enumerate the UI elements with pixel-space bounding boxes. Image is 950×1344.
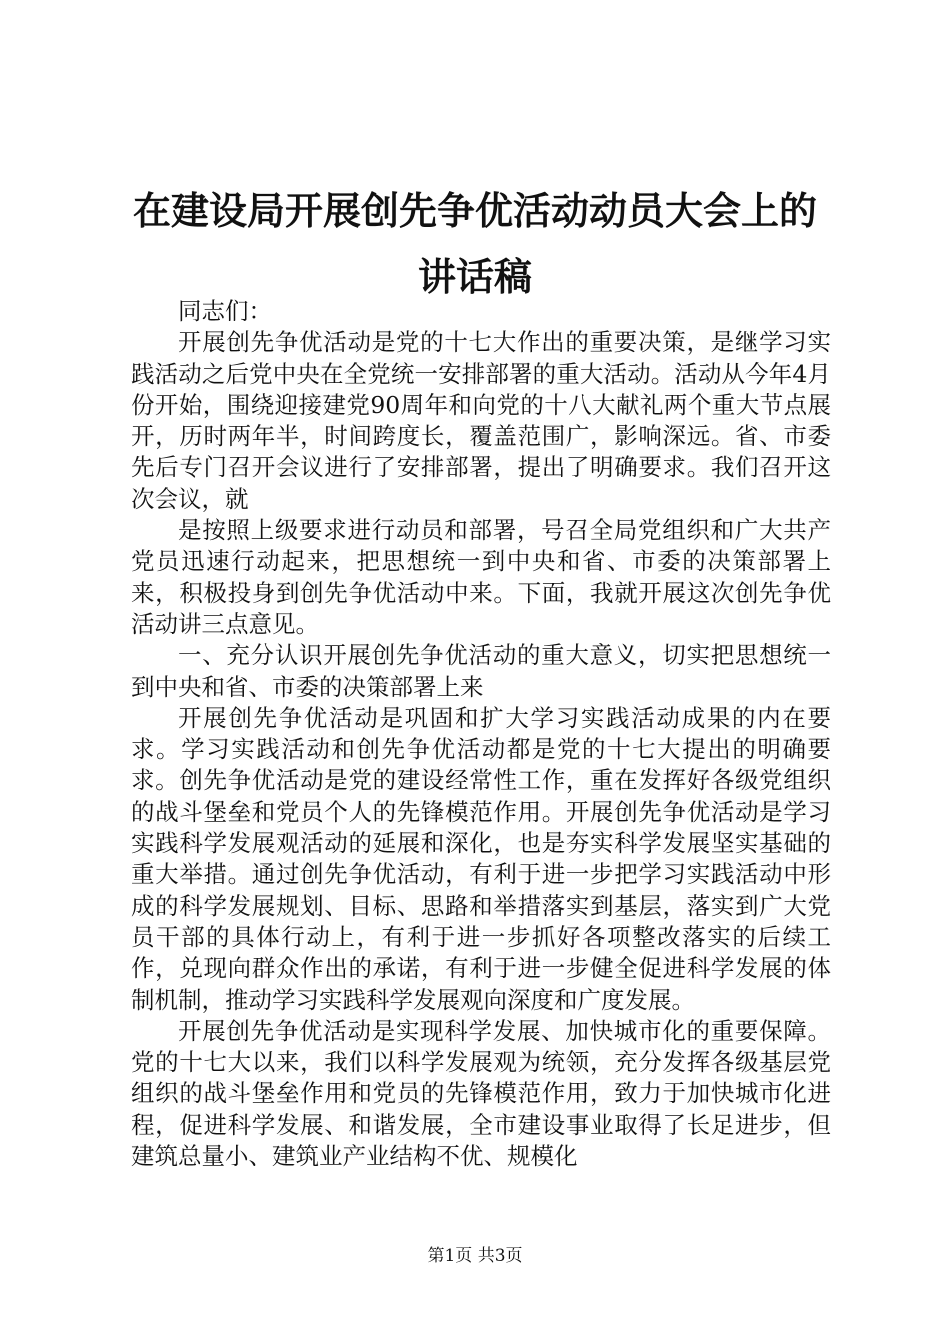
paragraph: 开展创先争优活动是党的十七大作出的重要决策，是继学习实践活动之后党中央在全党统一安排部署的重大活动。活动从今年4月份开始，围绕迎接建党90周年和向党的十八大献礼两个重大节点展开，历时两年半，时间跨度长，覆盖范围广，影响深远。省、市委先后专门召开会议进行了安排部署，提出了明确要求。我们召开这次会议，就 <box>131 328 831 513</box>
page-footer: 第1页 共3页 <box>427 1246 523 1266</box>
paragraph: 是按照上级要求进行动员和部署，号召全局党组织和广大共产党员迅速行动起来，把思想统一到中央和省、市委的决策部署上来，积极投身到创先争优活动中来。下面，我就开展这次创先争优活动讲三点意见。 <box>131 516 831 638</box>
paragraph: 开展创先争优活动是实现科学发展、加快城市化的重要保障。党的十七大以来，我们以科学发展观为统领，充分发挥各级基层党组织的战斗堡垒作用和党员的先锋模范作用，致力于加快城市化进程，促进科学发展、和谐发展，全市建设事业取得了长足进步，但建筑总量小、建筑业产业结构不优、规模化 <box>131 1016 831 1171</box>
paragraph: 开展创先争优活动是巩固和扩大学习实践活动成果的内在要求。学习实践活动和创先争优活动都是党的十七大提出的明确要求。创先争优活动是党的建设经常性工作，重在发挥好各级党组织的战斗堡垒和党员个人的先锋模范作用。开展创先争优活动是学习实践科学发展观活动的延展和深化，也是夯实科学发展坚实基础的重大举措。通过创先争优活动，有利于进一步把学习实践活动中形成的科学发展规划、目标、思路和举措落实到基层，落实到广大党员干部的具体行动上，有利于进一步抓好各项整改落实的后续工作，兑现向群众作出的承诺，有利于进一步健全促进科学发展的体制机制，推动学习实践科学发展观向深度和广度发展。 <box>131 703 831 1014</box>
document-body <box>131 296 831 1172</box>
document-title: 在建设局开展创先争优活动动员大会上的讲话稿 <box>132 188 817 299</box>
section-heading: 一、充分认识开展创先争优活动的重大意义，切实把思想统一到中央和省、市委的决策部署上来 <box>131 641 831 701</box>
paragraph: 同志们： <box>178 297 272 325</box>
